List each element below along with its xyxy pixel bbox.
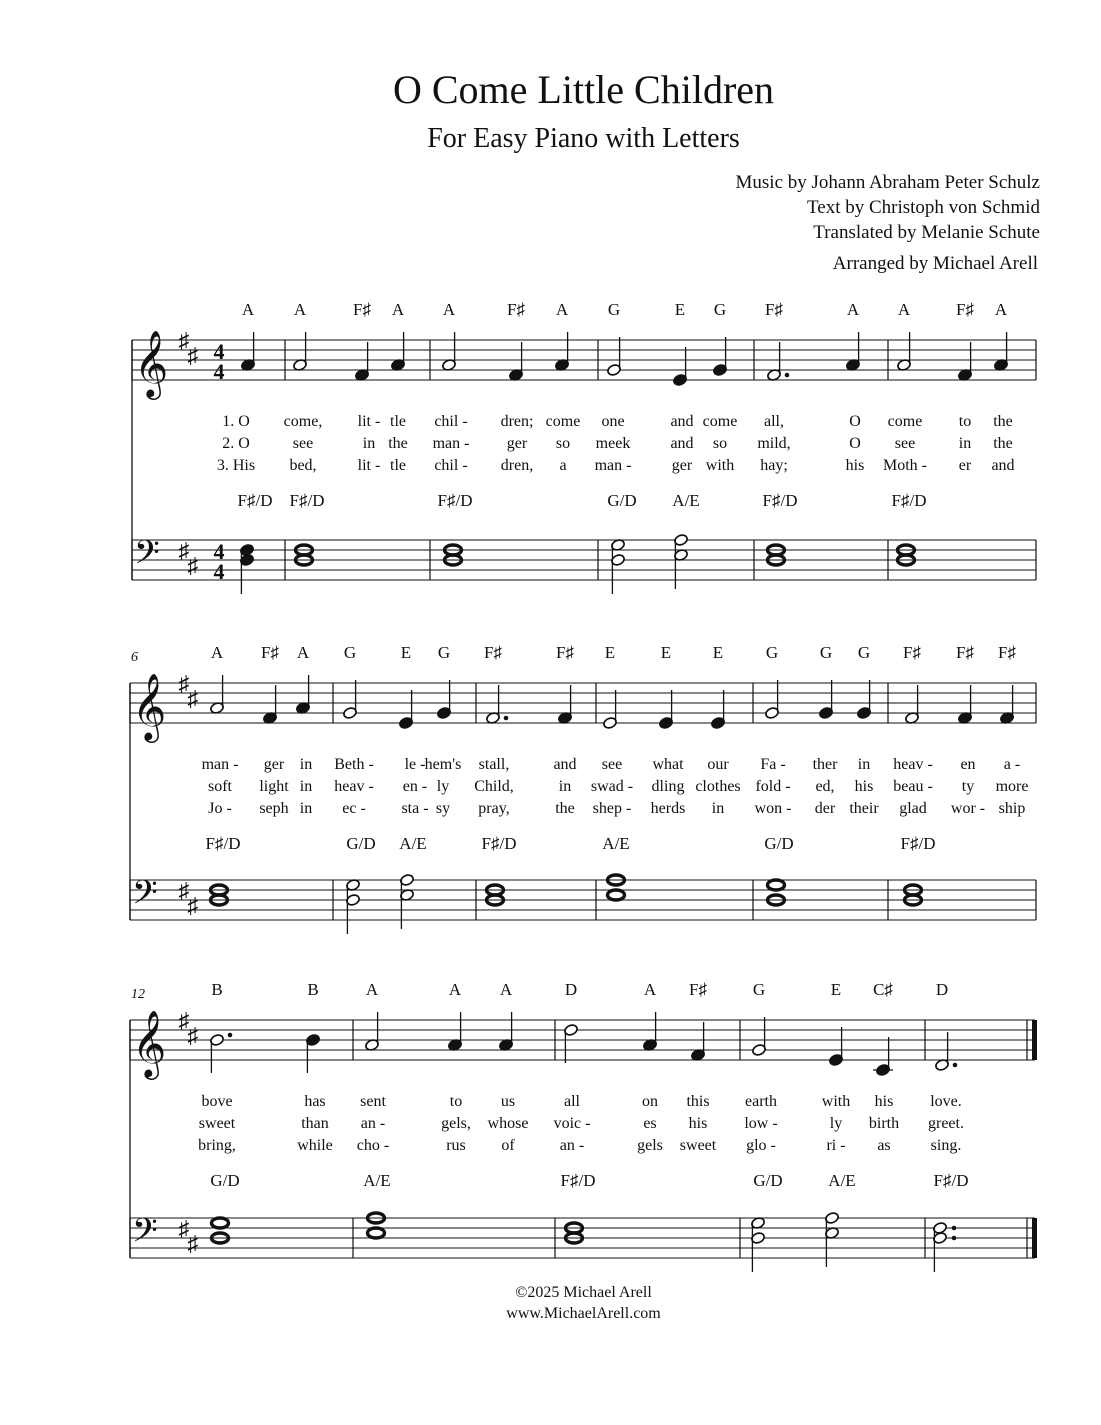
lyric-syllable: in [362, 435, 376, 452]
lyric-syllable: what [652, 756, 684, 773]
lyric-syllable: in [299, 778, 313, 795]
lyric-syllable: and [670, 435, 694, 452]
lyric-syllable: der [814, 800, 836, 817]
note-dot [504, 716, 509, 721]
chord-symbol: F♯/D [762, 491, 798, 510]
lyric-syllable: beau - [893, 778, 933, 795]
lyric-syllable: in [958, 435, 972, 452]
note-letter: A [643, 980, 657, 999]
lyric-syllable: his [874, 1093, 894, 1110]
lyric-syllable: so [712, 435, 728, 452]
lyric-syllable: all [564, 1093, 580, 1110]
chord-symbol: F♯/D [560, 1171, 596, 1190]
bass-clef: 𝄢 [132, 874, 158, 919]
chord-symbol: F♯/D [237, 491, 273, 510]
lyric-syllable: whose [487, 1115, 529, 1132]
note-letter: A [391, 300, 405, 319]
treble-clef: 𝄞 [134, 331, 169, 396]
chord-symbol: F♯/D [933, 1171, 969, 1190]
lyric-syllable: his [845, 457, 865, 474]
time-sig-top: 4 [213, 339, 225, 364]
lyric-syllable: than [301, 1115, 329, 1132]
lyric-syllable: tle [390, 413, 406, 430]
note-letter: G [713, 300, 727, 319]
key-sig-sharp: ♯ [187, 686, 199, 711]
lyric-syllable: sent [360, 1093, 386, 1110]
lyric-syllable: O [849, 435, 861, 452]
lyric-syllable: see [601, 756, 623, 773]
credit-translation: Translated by Melanie Schute [813, 222, 1040, 243]
note-letter: A [994, 300, 1008, 319]
chord-symbol: F♯/D [900, 834, 936, 853]
note-letter: E [674, 300, 686, 319]
lyric-syllable: dren, [500, 457, 534, 474]
lyric-syllable: see [292, 435, 314, 452]
lyric-syllable: sweet [679, 1137, 717, 1154]
lyric-syllable: voic - [553, 1115, 591, 1132]
lyric-syllable: 1. O [222, 413, 250, 430]
note-letter: G [343, 643, 357, 662]
key-sig-sharp: ♯ [187, 1231, 199, 1256]
lyric-syllable: en [960, 756, 976, 773]
lyric-syllable: seph [259, 800, 289, 817]
lyric-syllable: a - [1003, 756, 1021, 773]
key-sig-sharp: ♯ [178, 1216, 190, 1241]
note-letter: E [400, 643, 412, 662]
page-subtitle: For Easy Piano with Letters [427, 123, 740, 154]
lyric-syllable: to [958, 413, 972, 430]
lyric-syllable: come [702, 413, 738, 430]
lyric-syllable: the [993, 435, 1013, 452]
chord-symbol: A/E [602, 834, 630, 853]
lyric-syllable: gels [637, 1137, 663, 1154]
note-dot [785, 373, 790, 378]
whole-note-head [768, 880, 785, 890]
lyric-syllable: love. [930, 1093, 962, 1110]
lyric-syllable: O [849, 413, 861, 430]
whole-note-head [368, 1228, 385, 1238]
lyric-syllable: sweet [198, 1115, 236, 1132]
lyric-syllable: to [449, 1093, 463, 1110]
lyric-syllable: in [299, 800, 313, 817]
lyric-syllable: with [821, 1093, 851, 1110]
lyric-syllable: this [686, 1093, 710, 1110]
lyric-syllable: er [958, 457, 972, 474]
lyric-syllable: us [500, 1093, 516, 1110]
lyric-syllable: his [854, 778, 874, 795]
lyric-syllable: in [711, 800, 725, 817]
treble-clef: 𝄞 [132, 1011, 167, 1076]
lyric-syllable: herds [650, 800, 686, 817]
lyric-syllable: ther [812, 756, 838, 773]
note-letter: A [365, 980, 379, 999]
website-link[interactable]: www.MichaelArell.com [506, 1305, 661, 1322]
lyric-syllable: chil - [434, 457, 468, 474]
note-letter: G [752, 980, 766, 999]
note-letter: F♯ [484, 643, 502, 662]
lyric-syllable: cho - [356, 1137, 390, 1154]
note-letter: A [293, 300, 307, 319]
note-letter: A [442, 300, 456, 319]
lyric-syllable: glo - [746, 1137, 776, 1154]
note-letter: G [607, 300, 621, 319]
note-letter: F♯ [507, 300, 525, 319]
lyric-syllable: lit - [357, 413, 381, 430]
lyric-syllable: and [991, 457, 1015, 474]
lyric-syllable: Beth - [334, 756, 374, 773]
lyric-syllable: glad [899, 800, 927, 817]
lyric-syllable: man - [201, 756, 239, 773]
lyric-syllable: in [857, 756, 871, 773]
lyric-syllable: an - [360, 1115, 386, 1132]
lyric-syllable: es [643, 1115, 657, 1132]
note-letter: A [296, 643, 310, 662]
note-letter: G [437, 643, 451, 662]
key-sig-sharp: ♯ [178, 328, 190, 353]
chord-symbol: G/D [346, 834, 376, 853]
lyric-syllable: light [259, 778, 289, 795]
lyric-syllable: soft [208, 778, 232, 795]
credit-text: Text by Christoph von Schmid [806, 197, 1040, 218]
lyric-syllable: bed, [289, 457, 317, 474]
lyric-syllable: and [553, 756, 577, 773]
lyric-syllable: sy [435, 800, 451, 817]
credit-arrangement: Arranged by Michael Arell [832, 253, 1038, 274]
note-letter: E [660, 643, 672, 662]
lyric-syllable: an - [559, 1137, 585, 1154]
footer [0, 1282, 1101, 1324]
lyric-syllable: mild, [757, 435, 791, 452]
lyric-syllable: ty [961, 778, 975, 795]
final-thick-barline [1032, 1218, 1037, 1258]
lyric-syllable: sing. [930, 1137, 962, 1154]
note-letter: F♯ [998, 643, 1016, 662]
lyric-syllable: ec - [342, 800, 366, 817]
credit-music: Music by Johann Abraham Peter Schulz [735, 172, 1040, 193]
chord-symbol: G/D [607, 491, 637, 510]
lyric-syllable: bring, [198, 1137, 236, 1154]
chord-symbol: F♯/D [437, 491, 473, 510]
key-sig-sharp: ♯ [178, 1008, 190, 1033]
lyric-syllable: man - [594, 457, 632, 474]
note-letter: B [307, 980, 319, 999]
note-letter: A [555, 300, 569, 319]
lyric-syllable: and [670, 413, 694, 430]
note-letter: A [241, 300, 255, 319]
chord-symbol: F♯/D [891, 491, 927, 510]
key-sig-sharp: ♯ [187, 343, 199, 368]
lyric-syllable: heav - [893, 756, 933, 773]
lyric-syllable: come [545, 413, 581, 430]
lyric-syllable: greet. [928, 1115, 964, 1132]
lyric-syllable: ship [998, 800, 1026, 817]
lyric-syllable: as [877, 1137, 891, 1154]
lyric-syllable: while [297, 1137, 333, 1154]
note-letter: F♯ [765, 300, 783, 319]
lyric-syllable: ri - [826, 1137, 846, 1154]
lyric-syllable: dling [651, 778, 685, 795]
note-dot [228, 1033, 233, 1038]
chord-symbol: G/D [753, 1171, 783, 1190]
lyric-syllable: pray, [478, 800, 510, 817]
note-letter: F♯ [956, 643, 974, 662]
lyric-syllable: bove [201, 1093, 233, 1110]
lyric-syllable: all, [764, 413, 784, 430]
chord-symbol: F♯/D [205, 834, 241, 853]
lyric-syllable: a [559, 457, 567, 474]
note-letter: A [210, 643, 224, 662]
measure-number: 12 [131, 987, 145, 1002]
lyric-syllable: Jo - [208, 800, 232, 817]
lyric-syllable: hem's [424, 756, 462, 773]
lyric-syllable: on [642, 1093, 658, 1110]
lyric-syllable: earth [745, 1093, 777, 1110]
note-letter: G [819, 643, 833, 662]
note-letter: D [564, 980, 578, 999]
lyric-syllable: swad - [590, 778, 634, 795]
note-letter: A [499, 980, 513, 999]
note-letter: D [935, 980, 949, 999]
note-letter: F♯ [956, 300, 974, 319]
lyric-syllable: come [887, 413, 923, 430]
time-sig-bottom: 4 [213, 359, 225, 384]
lyric-syllable: Child, [474, 778, 514, 795]
lyric-syllable: ed, [815, 778, 835, 795]
whole-note-head [608, 890, 625, 900]
lyric-syllable: lit - [357, 457, 381, 474]
chord-symbol: A/E [363, 1171, 391, 1190]
note-letter: F♯ [903, 643, 921, 662]
lyric-syllable: dren; [500, 413, 534, 430]
page-title: O Come Little Children [392, 67, 775, 112]
lyric-syllable: one [601, 413, 625, 430]
bass-clef: 𝄢 [134, 534, 160, 579]
lyric-syllable: fold - [755, 778, 791, 795]
lyric-syllable: ger [671, 457, 693, 474]
chord-symbol: G/D [210, 1171, 240, 1190]
lyric-syllable: man - [432, 435, 470, 452]
lyric-syllable: shep - [592, 800, 632, 817]
lyric-syllable: low - [744, 1115, 778, 1132]
lyric-syllable: stall, [478, 756, 510, 773]
note-dot [952, 1226, 957, 1231]
treble-clef: 𝄞 [132, 674, 167, 739]
chord-symbol: A/E [828, 1171, 856, 1190]
lyric-syllable: of [501, 1137, 515, 1154]
lyric-syllable: wor - [950, 800, 986, 817]
measure-number: 6 [131, 650, 138, 665]
note-letter: A [897, 300, 911, 319]
lyric-syllable: his [688, 1115, 708, 1132]
note-letter: E [830, 980, 842, 999]
lyric-syllable: the [555, 800, 575, 817]
time-sig-top: 4 [213, 539, 225, 564]
lyric-syllable: chil - [434, 413, 468, 430]
whole-note-head [212, 1218, 229, 1228]
chord-symbol: F♯/D [481, 834, 517, 853]
key-sig-sharp: ♯ [178, 878, 190, 903]
note-letter: F♯ [353, 300, 371, 319]
lyric-syllable: the [993, 413, 1013, 430]
lyric-syllable: 2. O [222, 435, 250, 452]
note-letter: F♯ [261, 643, 279, 662]
lyric-syllable: see [894, 435, 916, 452]
lyric-syllable: so [555, 435, 571, 452]
note-letter: G [765, 643, 779, 662]
lyric-syllable: birth [868, 1115, 900, 1132]
note-letter: E [712, 643, 724, 662]
lyric-syllable: the [388, 435, 408, 452]
note-letter: A [448, 980, 462, 999]
copyright: ©2025 Michael Arell [515, 1284, 652, 1301]
chord-symbol: F♯/D [289, 491, 325, 510]
note-letter: F♯ [689, 980, 707, 999]
key-sig-sharp: ♯ [187, 893, 199, 918]
lyric-syllable: rus [446, 1137, 466, 1154]
note-letter: C♯ [873, 980, 893, 999]
lyric-syllable: ly [829, 1115, 843, 1132]
lyric-syllable: more [995, 778, 1029, 795]
note-letter: B [211, 980, 223, 999]
note-letter: F♯ [556, 643, 574, 662]
lyric-syllable: Moth - [883, 457, 927, 474]
final-thick-barline [1032, 1020, 1037, 1060]
lyric-syllable: their [849, 800, 879, 817]
lyric-syllable: gels, [441, 1115, 471, 1132]
lyric-syllable: clothes [695, 778, 741, 795]
lyric-syllable: le - [404, 756, 426, 773]
lyric-syllable: hay; [760, 457, 788, 474]
lyric-syllable: won - [754, 800, 792, 817]
lyric-syllable: 3. His [216, 457, 256, 474]
lyric-syllable: in [299, 756, 313, 773]
lyric-syllable: come, [283, 413, 323, 430]
key-sig-sharp: ♯ [187, 1023, 199, 1048]
note-letter: A [846, 300, 860, 319]
key-sig-sharp: ♯ [187, 553, 199, 578]
chord-symbol: A/E [672, 491, 700, 510]
lyric-syllable: tle [390, 457, 406, 474]
note-letter: E [604, 643, 616, 662]
lyric-syllable: ger [263, 756, 285, 773]
lyric-syllable: meek [595, 435, 631, 452]
lyric-syllable: Fa - [760, 756, 786, 773]
lyric-syllable: ly [436, 778, 450, 795]
chord-symbol: G/D [764, 834, 794, 853]
lyric-syllable: sta - [401, 800, 429, 817]
chord-symbol: A/E [399, 834, 427, 853]
lyric-syllable: with [705, 457, 735, 474]
note-dot [953, 1063, 958, 1068]
lyric-syllable: ger [506, 435, 528, 452]
time-sig-bottom: 4 [213, 559, 225, 584]
lyric-syllable: heav - [334, 778, 374, 795]
key-sig-sharp: ♯ [178, 671, 190, 696]
lyric-syllable: in [558, 778, 572, 795]
note-dot [952, 1236, 957, 1241]
bass-clef: 𝄢 [132, 1212, 158, 1257]
lyric-syllable: our [707, 756, 729, 773]
key-sig-sharp: ♯ [178, 538, 190, 563]
note-letter: G [857, 643, 871, 662]
lyric-syllable: has [304, 1093, 326, 1110]
lyric-syllable: en - [402, 778, 428, 795]
